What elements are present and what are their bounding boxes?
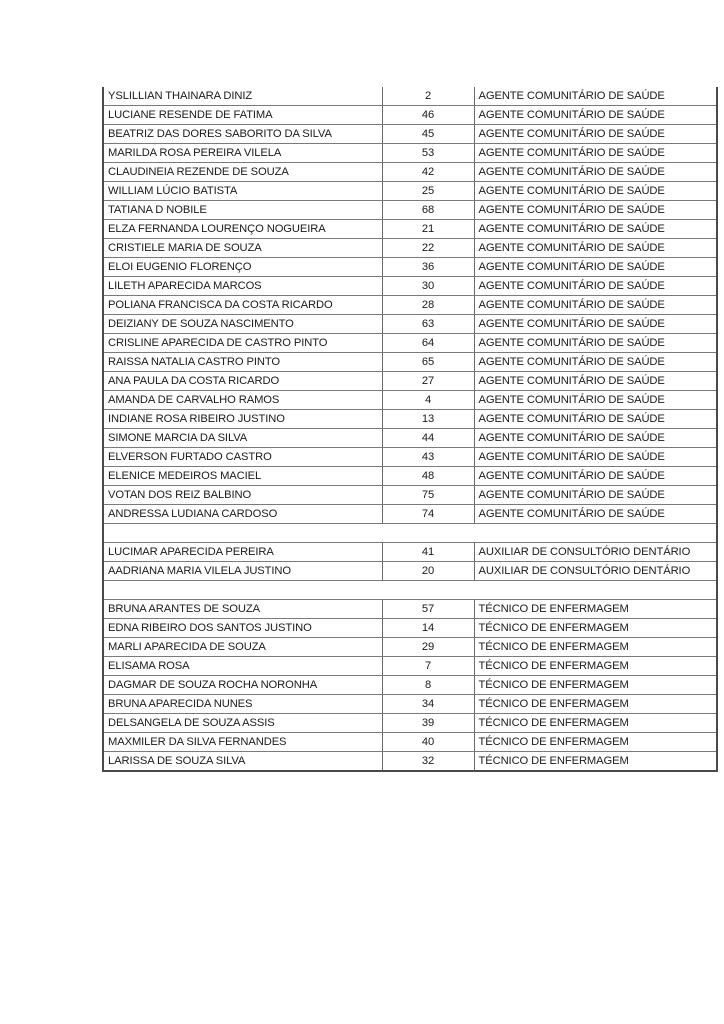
number-cell: 75 xyxy=(382,486,474,505)
name-cell: CRISLINE APARECIDA DE CASTRO PINTO xyxy=(103,334,382,353)
name-cell: ELENICE MEDEIROS MACIEL xyxy=(103,467,382,486)
role-cell: AGENTE COMUNITÁRIO DE SAÚDE xyxy=(474,353,717,372)
role-cell: AGENTE COMUNITÁRIO DE SAÚDE xyxy=(474,87,717,106)
number-cell: 22 xyxy=(382,239,474,258)
role-cell: AGENTE COMUNITÁRIO DE SAÚDE xyxy=(474,277,717,296)
table-row xyxy=(103,87,717,106)
number-cell: 41 xyxy=(382,543,474,562)
role-cell: AGENTE COMUNITÁRIO DE SAÚDE xyxy=(474,391,717,410)
number-cell: 27 xyxy=(382,372,474,391)
number-cell: 29 xyxy=(382,638,474,657)
number-cell: 21 xyxy=(382,220,474,239)
table-row xyxy=(103,353,717,372)
name-cell: AMANDA DE CARVALHO RAMOS xyxy=(103,391,382,410)
table-row xyxy=(103,448,717,467)
number-cell: 42 xyxy=(382,163,474,182)
name-cell: CRISTIELE MARIA DE SOUZA xyxy=(103,239,382,258)
role-cell: AGENTE COMUNITÁRIO DE SAÚDE xyxy=(474,125,717,144)
role-cell: AGENTE COMUNITÁRIO DE SAÚDE xyxy=(474,106,717,125)
role-cell: TÉCNICO DE ENFERMAGEM xyxy=(474,676,717,695)
role-cell: AGENTE COMUNITÁRIO DE SAÚDE xyxy=(474,182,717,201)
table-row xyxy=(103,334,717,353)
role-cell: AGENTE COMUNITÁRIO DE SAÚDE xyxy=(474,410,717,429)
number-cell: 36 xyxy=(382,258,474,277)
role-cell: AGENTE COMUNITÁRIO DE SAÚDE xyxy=(474,372,717,391)
table-row xyxy=(103,600,717,619)
table-row xyxy=(103,410,717,429)
number-cell: 30 xyxy=(382,277,474,296)
table-row xyxy=(103,220,717,239)
name-cell: AADRIANA MARIA VILELA JUSTINO xyxy=(103,562,382,581)
table-row xyxy=(103,505,717,524)
number-cell: 63 xyxy=(382,315,474,334)
name-cell: ANA PAULA DA COSTA RICARDO xyxy=(103,372,382,391)
group-spacer-row xyxy=(103,524,717,543)
name-cell: INDIANE ROSA RIBEIRO JUSTINO xyxy=(103,410,382,429)
name-cell: YSLILLIAN THAINARA DINIZ xyxy=(103,87,382,106)
table-row xyxy=(103,144,717,163)
role-cell: TÉCNICO DE ENFERMAGEM xyxy=(474,657,717,676)
role-cell: AGENTE COMUNITÁRIO DE SAÚDE xyxy=(474,448,717,467)
table-row xyxy=(103,125,717,144)
table-row xyxy=(103,619,717,638)
role-cell: AGENTE COMUNITÁRIO DE SAÚDE xyxy=(474,163,717,182)
table-row xyxy=(103,372,717,391)
table-row xyxy=(103,239,717,258)
number-cell: 4 xyxy=(382,391,474,410)
number-cell: 25 xyxy=(382,182,474,201)
table-row xyxy=(103,562,717,581)
number-cell: 28 xyxy=(382,296,474,315)
name-cell: LARISSA DE SOUZA SILVA xyxy=(103,752,382,772)
name-cell: ELOI EUGENIO FLORENÇO xyxy=(103,258,382,277)
number-cell: 14 xyxy=(382,619,474,638)
role-cell: TÉCNICO DE ENFERMAGEM xyxy=(474,619,717,638)
name-cell: BRUNA APARECIDA NUNES xyxy=(103,695,382,714)
name-cell: MAXMILER DA SILVA FERNANDES xyxy=(103,733,382,752)
number-cell: 74 xyxy=(382,505,474,524)
table-row xyxy=(103,733,717,752)
role-cell: AGENTE COMUNITÁRIO DE SAÚDE xyxy=(474,201,717,220)
name-cell: DAGMAR DE SOUZA ROCHA NORONHA xyxy=(103,676,382,695)
table-row xyxy=(103,315,717,334)
table-row xyxy=(103,201,717,220)
number-cell: 32 xyxy=(382,752,474,772)
role-cell: AGENTE COMUNITÁRIO DE SAÚDE xyxy=(474,505,717,524)
number-cell: 65 xyxy=(382,353,474,372)
table-row xyxy=(103,106,717,125)
name-cell: WILLIAM LÚCIO BATISTA xyxy=(103,182,382,201)
role-cell: TÉCNICO DE ENFERMAGEM xyxy=(474,752,717,772)
number-cell: 2 xyxy=(382,87,474,106)
name-cell: BRUNA ARANTES DE SOUZA xyxy=(103,600,382,619)
name-cell: EDNA RIBEIRO DOS SANTOS JUSTINO xyxy=(103,619,382,638)
number-cell: 44 xyxy=(382,429,474,448)
name-cell: DELSANGELA DE SOUZA ASSIS xyxy=(103,714,382,733)
name-cell: LUCIANE RESENDE DE FATIMA xyxy=(103,106,382,125)
number-cell: 39 xyxy=(382,714,474,733)
number-cell: 40 xyxy=(382,733,474,752)
name-cell: MARLI APARECIDA DE SOUZA xyxy=(103,638,382,657)
table-row xyxy=(103,467,717,486)
table-row xyxy=(103,182,717,201)
name-cell: VOTAN DOS REIZ BALBINO xyxy=(103,486,382,505)
name-cell: POLIANA FRANCISCA DA COSTA RICARDO xyxy=(103,296,382,315)
name-cell: SIMONE MARCIA DA SILVA xyxy=(103,429,382,448)
name-cell: BEATRIZ DAS DORES SABORITO DA SILVA xyxy=(103,125,382,144)
role-cell: AGENTE COMUNITÁRIO DE SAÚDE xyxy=(474,296,717,315)
table-row xyxy=(103,258,717,277)
spacer-cell xyxy=(103,581,717,600)
role-cell: AGENTE COMUNITÁRIO DE SAÚDE xyxy=(474,315,717,334)
table-row xyxy=(103,676,717,695)
table-row xyxy=(103,695,717,714)
role-cell: AGENTE COMUNITÁRIO DE SAÚDE xyxy=(474,429,717,448)
role-cell: AGENTE COMUNITÁRIO DE SAÚDE xyxy=(474,258,717,277)
role-cell: AGENTE COMUNITÁRIO DE SAÚDE xyxy=(474,486,717,505)
name-cell: DEIZIANY DE SOUZA NASCIMENTO xyxy=(103,315,382,334)
number-cell: 7 xyxy=(382,657,474,676)
number-cell: 57 xyxy=(382,600,474,619)
name-cell: LILETH APARECIDA MARCOS xyxy=(103,277,382,296)
table-row xyxy=(103,657,717,676)
name-cell: ELZA FERNANDA LOURENÇO NOGUEIRA xyxy=(103,220,382,239)
number-cell: 43 xyxy=(382,448,474,467)
number-cell: 20 xyxy=(382,562,474,581)
name-cell: ANDRESSA LUDIANA CARDOSO xyxy=(103,505,382,524)
group-spacer-row xyxy=(103,581,717,600)
name-cell: RAISSA NATALIA CASTRO PINTO xyxy=(103,353,382,372)
number-cell: 53 xyxy=(382,144,474,163)
spacer-cell xyxy=(103,524,717,543)
role-cell: AGENTE COMUNITÁRIO DE SAÚDE xyxy=(474,334,717,353)
table-row xyxy=(103,638,717,657)
role-cell: TÉCNICO DE ENFERMAGEM xyxy=(474,695,717,714)
role-cell: TÉCNICO DE ENFERMAGEM xyxy=(474,714,717,733)
table-row xyxy=(103,752,717,772)
number-cell: 64 xyxy=(382,334,474,353)
roster-table-body xyxy=(103,87,717,771)
table-row xyxy=(103,163,717,182)
name-cell: ELVERSON FURTADO CASTRO xyxy=(103,448,382,467)
table-row xyxy=(103,543,717,562)
role-cell: TÉCNICO DE ENFERMAGEM xyxy=(474,733,717,752)
name-cell: MARILDA ROSA PEREIRA VILELA xyxy=(103,144,382,163)
role-cell: AUXILIAR DE CONSULTÓRIO DENTÁRIO xyxy=(474,543,717,562)
number-cell: 13 xyxy=(382,410,474,429)
name-cell: CLAUDINEIA REZENDE DE SOUZA xyxy=(103,163,382,182)
name-cell: ELISAMA ROSA xyxy=(103,657,382,676)
role-cell: TÉCNICO DE ENFERMAGEM xyxy=(474,600,717,619)
name-cell: LUCIMAR APARECIDA PEREIRA xyxy=(103,543,382,562)
table-row xyxy=(103,391,717,410)
table-row xyxy=(103,486,717,505)
table-row xyxy=(103,277,717,296)
number-cell: 45 xyxy=(382,125,474,144)
role-cell: AUXILIAR DE CONSULTÓRIO DENTÁRIO xyxy=(474,562,717,581)
role-cell: AGENTE COMUNITÁRIO DE SAÚDE xyxy=(474,239,717,258)
role-cell: AGENTE COMUNITÁRIO DE SAÚDE xyxy=(474,144,717,163)
name-cell: TATIANA D NOBILE xyxy=(103,201,382,220)
table-row xyxy=(103,429,717,448)
table-row xyxy=(103,296,717,315)
number-cell: 8 xyxy=(382,676,474,695)
number-cell: 34 xyxy=(382,695,474,714)
number-cell: 48 xyxy=(382,467,474,486)
number-cell: 68 xyxy=(382,201,474,220)
role-cell: AGENTE COMUNITÁRIO DE SAÚDE xyxy=(474,220,717,239)
table-row xyxy=(103,714,717,733)
role-cell: TÉCNICO DE ENFERMAGEM xyxy=(474,638,717,657)
role-cell: AGENTE COMUNITÁRIO DE SAÚDE xyxy=(474,467,717,486)
roster-table xyxy=(102,87,718,772)
number-cell: 46 xyxy=(382,106,474,125)
